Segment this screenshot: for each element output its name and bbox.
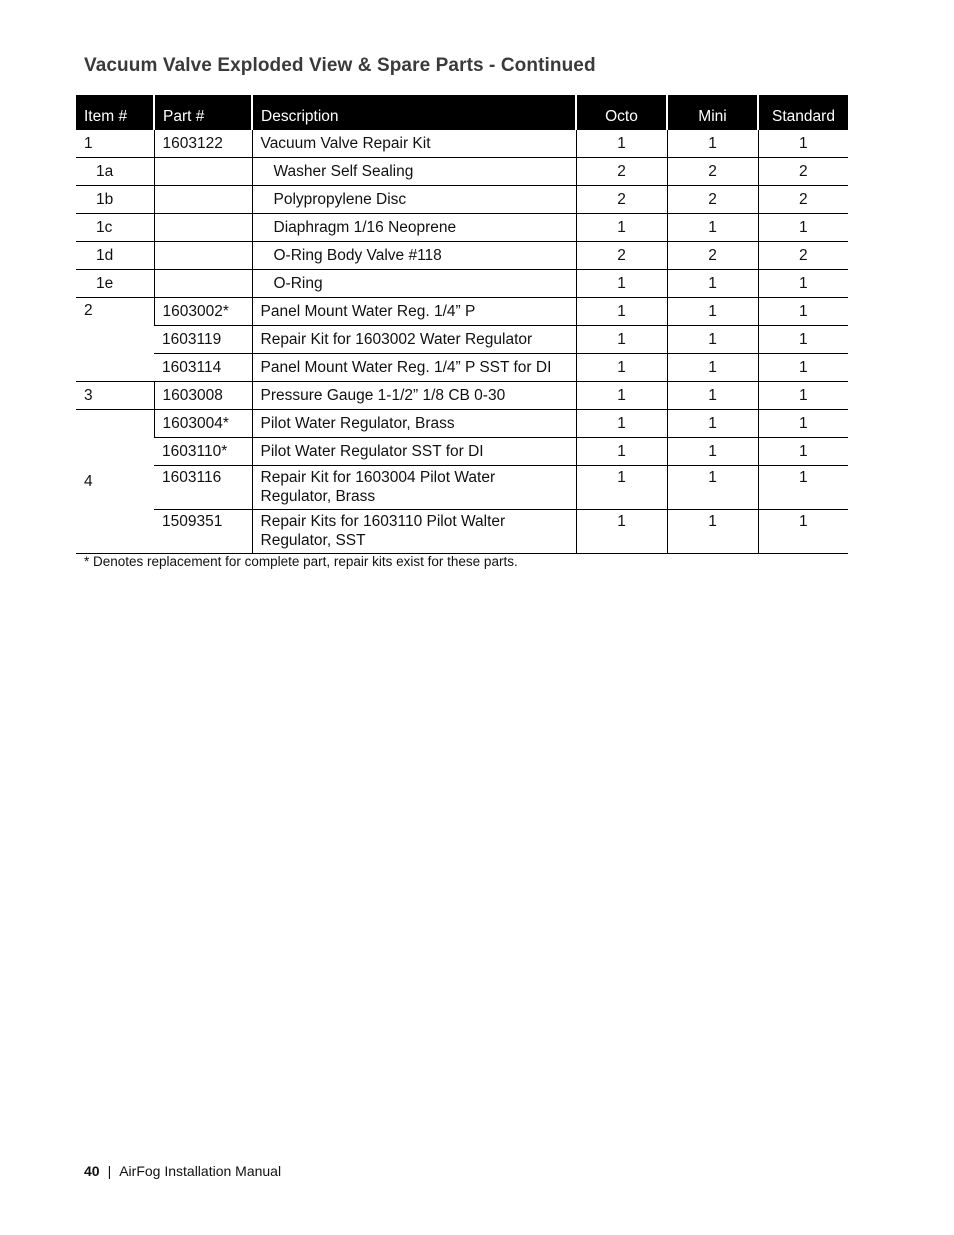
octo-cell: 1 [576,410,667,438]
octo-cell: 2 [576,186,667,214]
mini-cell: 1 [667,410,758,438]
octo-cell: 1 [576,326,667,354]
standard-cell: 1 [758,410,848,438]
description-cell: Repair Kits for 1603110 Pilot Walter Regulator, SST [252,510,576,554]
table-row [76,214,848,242]
table-row [76,382,848,410]
item-cell: 1d [76,242,154,270]
description-cell: Washer Self Sealing [252,158,576,186]
item-cell: 2 [76,298,154,382]
description-cell: Panel Mount Water Reg. 1/4” P SST for DI [252,354,576,382]
table-row [76,326,848,354]
table-footnote: * Denotes replacement for complete part, repair kits exist for these parts. [84,554,518,569]
table-row [76,270,848,298]
standard-cell: 2 [758,242,848,270]
standard-cell: 1 [758,466,848,510]
table-row [76,158,848,186]
mini-cell: 1 [667,466,758,510]
standard-cell: 1 [758,270,848,298]
item-cell: 1c [76,214,154,242]
octo-cell: 2 [576,242,667,270]
octo-cell: 2 [576,158,667,186]
page-footer [84,1163,281,1179]
item-cell: 3 [76,382,154,410]
mini-cell: 1 [667,438,758,466]
description-cell: Repair Kit for 1603002 Water Regulator [252,326,576,354]
octo-cell: 1 [576,130,667,158]
standard-cell: 1 [758,382,848,410]
description-cell: Polypropylene Disc [252,186,576,214]
header-mini: Mini [667,95,758,130]
description-cell: Repair Kit for 1603004 Pilot Water Regulator, Brass [252,466,576,510]
octo-cell: 1 [576,354,667,382]
standard-cell: 1 [758,326,848,354]
table-row [76,410,848,438]
standard-cell: 2 [758,158,848,186]
part-cell: 1603110* [154,438,252,466]
part-cell: 1509351 [154,510,252,554]
mini-cell: 1 [667,298,758,326]
description-cell: O-Ring Body Valve #118 [252,242,576,270]
mini-cell: 2 [667,186,758,214]
part-cell: 1603004* [154,410,252,438]
page-number: 40 [84,1163,100,1179]
item-cell: 1b [76,186,154,214]
mini-cell: 2 [667,242,758,270]
table-row [76,242,848,270]
mini-cell: 1 [667,354,758,382]
table-row [76,298,848,326]
mini-cell: 1 [667,510,758,554]
octo-cell: 1 [576,298,667,326]
table-header-row [76,95,848,130]
standard-cell: 1 [758,214,848,242]
mini-cell: 1 [667,130,758,158]
mini-cell: 1 [667,270,758,298]
octo-cell: 1 [576,438,667,466]
header-description: Description [252,95,576,130]
footer-separator: | [107,1163,112,1179]
manual-title: AirFog Installation Manual [119,1163,282,1179]
part-cell: 1603008 [154,382,252,410]
standard-cell: 1 [758,130,848,158]
octo-cell: 1 [576,270,667,298]
part-cell [154,242,252,270]
part-cell [154,158,252,186]
mini-cell: 1 [667,382,758,410]
description-cell: Pressure Gauge 1-1/2” 1/8 CB 0-30 [252,382,576,410]
mini-cell: 1 [667,326,758,354]
description-cell: Pilot Water Regulator SST for DI [252,438,576,466]
page-title: Vacuum Valve Exploded View & Spare Parts - Continued [84,55,596,76]
part-cell: 1603116 [154,466,252,510]
table-row [76,186,848,214]
item-cell: 4 [76,410,154,554]
description-cell: Diaphragm 1/16 Neoprene [252,214,576,242]
mini-cell: 2 [667,158,758,186]
table-row [76,438,848,466]
table-row [76,510,848,554]
octo-cell: 1 [576,214,667,242]
part-cell: 1603114 [154,354,252,382]
octo-cell: 1 [576,466,667,510]
description-cell: Pilot Water Regulator, Brass [252,410,576,438]
header-octo: Octo [576,95,667,130]
item-cell: 1 [76,130,154,158]
part-cell: 1603122 [154,130,252,158]
table-row [76,466,848,510]
part-cell: 1603002* [154,298,252,326]
standard-cell: 1 [758,438,848,466]
table-row [76,354,848,382]
table-row [76,130,848,158]
part-cell [154,186,252,214]
item-cell: 1a [76,158,154,186]
header-standard: Standard [758,95,848,130]
header-part: Part # [154,95,252,130]
octo-cell: 1 [576,510,667,554]
standard-cell: 1 [758,354,848,382]
octo-cell: 1 [576,382,667,410]
part-cell [154,270,252,298]
description-cell: Panel Mount Water Reg. 1/4” P [252,298,576,326]
standard-cell: 2 [758,186,848,214]
part-cell [154,214,252,242]
item-cell: 1e [76,270,154,298]
spare-parts-table [76,95,848,554]
standard-cell: 1 [758,510,848,554]
header-item: Item # [76,95,154,130]
mini-cell: 1 [667,214,758,242]
standard-cell: 1 [758,298,848,326]
description-cell: Vacuum Valve Repair Kit [252,130,576,158]
description-cell: O-Ring [252,270,576,298]
part-cell: 1603119 [154,326,252,354]
